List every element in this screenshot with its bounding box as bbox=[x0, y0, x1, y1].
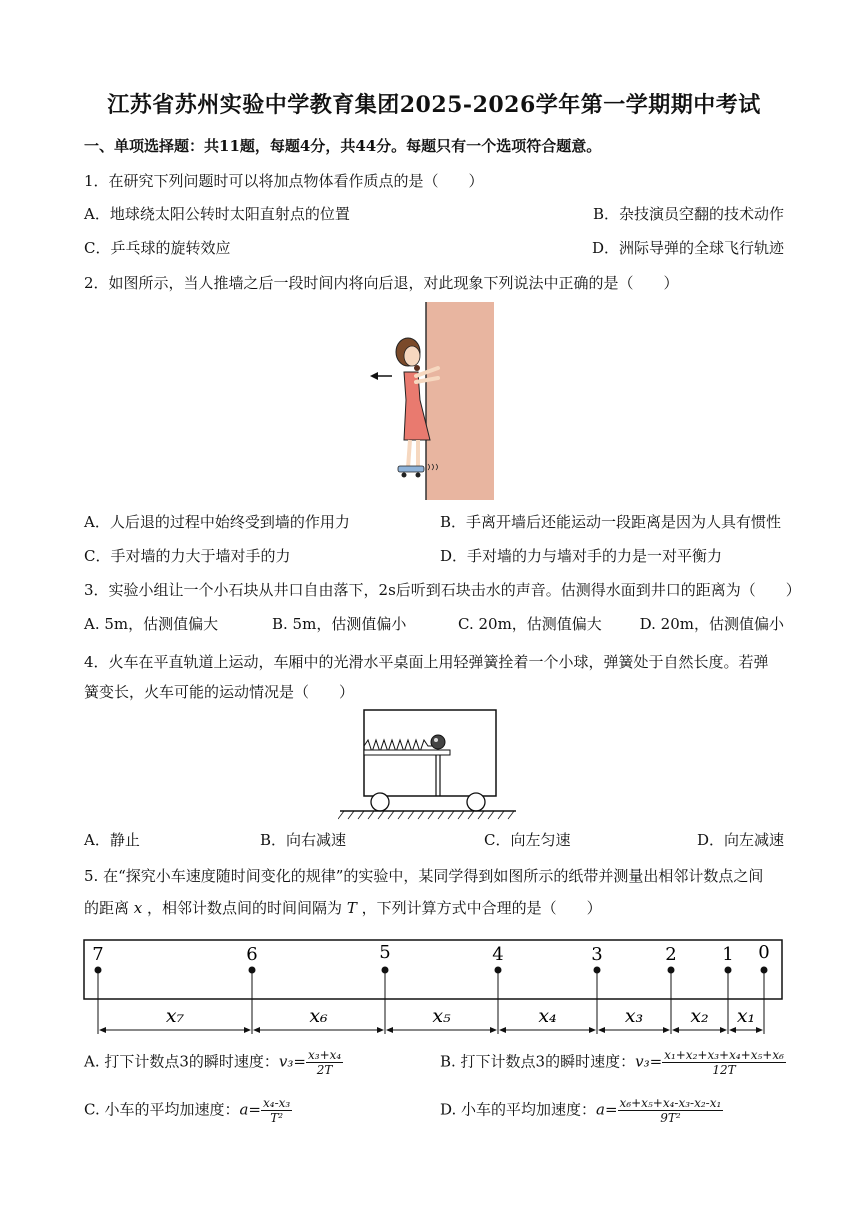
arrow-left-icon bbox=[598, 1027, 605, 1033]
q2-option-a: A．人后退的过程中始终受到墙的作用力 bbox=[84, 513, 350, 531]
arrow-left-icon bbox=[253, 1027, 260, 1033]
q5-text: ，相邻计数点间的时间间隔为 bbox=[147, 899, 343, 917]
q5-option-c bbox=[84, 1096, 292, 1125]
q5-option-a-lhs: v₃= bbox=[278, 1052, 306, 1071]
q2-wall-figure bbox=[360, 300, 500, 505]
tape-segments bbox=[99, 1005, 763, 1033]
q5-option-c-fraction bbox=[261, 1096, 292, 1125]
ball-highlight bbox=[434, 738, 438, 742]
arrow-left-icon bbox=[99, 1027, 106, 1033]
arrow-right-icon bbox=[756, 1027, 763, 1033]
q5-var-t: T bbox=[346, 899, 357, 917]
segment-label: x₁ bbox=[736, 1005, 756, 1027]
q5-var-x: x bbox=[133, 899, 143, 917]
q5-stem-line2 bbox=[84, 898, 602, 918]
q4-train-figure bbox=[338, 706, 518, 820]
ground-hatch bbox=[338, 811, 514, 819]
arrow-right-icon bbox=[663, 1027, 670, 1033]
tape-point-label: 6 bbox=[246, 944, 258, 965]
skate-wheel-icon bbox=[416, 473, 421, 478]
q2-option-b: B．手离开墙后还能运动一段距离是因为人具有惯性 bbox=[440, 513, 782, 531]
arrow-right-icon bbox=[589, 1027, 596, 1033]
q5-stem-line1: 5. 在“探究小车速度随时间变化的规律”的实验中，某同学得到如图所示的纸带并测量出相邻计数点之间 bbox=[84, 867, 764, 885]
fraction-numerator: x₁+x₂+x₃+x₄+x₅+x₆ bbox=[664, 1048, 784, 1062]
fraction-denominator: 9T² bbox=[660, 1111, 681, 1125]
tape-point-label: 4 bbox=[492, 944, 504, 965]
segment-label: x₇ bbox=[165, 1005, 185, 1027]
ball bbox=[431, 735, 445, 749]
arrow-right-icon bbox=[720, 1027, 727, 1033]
q5-option-a-fraction bbox=[306, 1048, 343, 1077]
segment-label: x₅ bbox=[432, 1005, 451, 1027]
skate-wheel-icon bbox=[402, 473, 407, 478]
q5-option-b-lhs: v₃= bbox=[635, 1052, 663, 1071]
table-top bbox=[364, 750, 450, 755]
q5-option-d bbox=[440, 1096, 723, 1125]
tape-strip bbox=[84, 940, 782, 999]
hair-bun bbox=[414, 365, 420, 371]
fraction-numerator: x₃+x₄ bbox=[307, 1048, 342, 1062]
q1-stem: 1．在研究下列问题时可以将加点物体看作质点的是（ ） bbox=[84, 172, 484, 190]
arrow-left-icon bbox=[386, 1027, 393, 1033]
q1-option-c: C．乒乓球的旋转效应 bbox=[84, 239, 231, 257]
arrow-left-icon bbox=[672, 1027, 679, 1033]
q3-option-a: A. 5m，估测值偏大 bbox=[84, 615, 219, 633]
tape-point-label: 2 bbox=[665, 944, 677, 965]
q2-stem: 2．如图所示，当人推墙之后一段时间内将向后退，对此现象下列说法中正确的是（ ） bbox=[84, 274, 679, 292]
q1-option-b: B．杂技演员空翻的技术动作 bbox=[592, 205, 784, 223]
tape-point-label: 5 bbox=[379, 942, 391, 963]
q5-paper-tape bbox=[80, 936, 786, 1040]
q3-option-c: C. 20m，估测值偏大 bbox=[458, 615, 602, 633]
arrow-left-icon bbox=[729, 1027, 736, 1033]
q5-text: ，下列计算方式中合理的是（ ） bbox=[361, 899, 602, 917]
arrow-head-icon bbox=[370, 372, 378, 380]
fraction-numerator: x₄-x₃ bbox=[263, 1096, 291, 1110]
q3-option-b: B. 5m，估测值偏小 bbox=[272, 615, 407, 633]
q4-option-d: D．向左减速 bbox=[696, 831, 784, 849]
exam-title: 江苏省苏州实验中学教育集团2025-2026学年第一学期期中考试 bbox=[107, 92, 761, 118]
q1-option-a: A．地球绕太阳公转时太阳直射点的位置 bbox=[84, 205, 350, 223]
q2-option-c: C．手对墙的力大于墙对手的力 bbox=[84, 547, 291, 565]
q4-stem-line1: 4．火车在平直轨道上运动，车厢中的光滑水平桌面上用轻弹簧拴着一个小球，弹簧处于自然长度。若弹 bbox=[84, 653, 769, 671]
wheel-icon bbox=[467, 793, 485, 811]
q5-option-b bbox=[440, 1048, 786, 1077]
q4-option-c: C．向左匀速 bbox=[484, 831, 571, 849]
segment-label: x₄ bbox=[538, 1005, 557, 1027]
leg-left bbox=[408, 440, 410, 468]
face bbox=[404, 346, 420, 366]
tape-point-label: 1 bbox=[722, 944, 734, 965]
q4-stem-line2: 簧变长，火车可能的运动情况是（ ） bbox=[84, 683, 355, 701]
q5-option-d-fraction bbox=[618, 1096, 724, 1125]
tape-point-label: 7 bbox=[92, 944, 104, 965]
wall bbox=[426, 302, 494, 500]
q5-option-b-fraction bbox=[662, 1048, 786, 1077]
q4-option-b: B．向右减速 bbox=[260, 831, 347, 849]
wheel-icon bbox=[371, 793, 389, 811]
q3-stem: 3．实验小组让一个小石块从井口自由落下，2s后听到石块击水的声音。估测得水面到井口的距离为（ ） bbox=[84, 581, 801, 599]
fraction-denominator: 12T bbox=[712, 1063, 736, 1077]
q5-text: 的距离 bbox=[84, 899, 130, 917]
fraction-denominator: T² bbox=[270, 1111, 284, 1125]
arrow-right-icon bbox=[377, 1027, 384, 1033]
q1-option-d: D．洲际导弹的全球飞行轨迹 bbox=[591, 239, 784, 257]
segment-label: x₆ bbox=[309, 1005, 328, 1027]
q5-option-c-lhs: a= bbox=[239, 1100, 261, 1119]
arrow-right-icon bbox=[244, 1027, 251, 1033]
q5-option-d-lhs: a= bbox=[596, 1100, 618, 1119]
q5-option-b-text: B. 打下计数点3的瞬时速度： bbox=[440, 1052, 636, 1071]
q4-option-a: A．静止 bbox=[84, 831, 140, 849]
q5-option-a-text: A. 打下计数点3的瞬时速度： bbox=[84, 1052, 279, 1071]
q5-option-a bbox=[84, 1048, 343, 1077]
q2-option-d: D．手对墙的力与墙对手的力是一对平衡力 bbox=[440, 547, 723, 565]
arrow-right-icon bbox=[490, 1027, 497, 1033]
fraction-denominator: 2T bbox=[316, 1063, 333, 1077]
segment-label: x₃ bbox=[624, 1005, 644, 1027]
tape-point-label: 0 bbox=[758, 942, 770, 963]
arrow-left-icon bbox=[499, 1027, 506, 1033]
q5-option-c-text: C. 小车的平均加速度： bbox=[84, 1100, 240, 1119]
segment-label: x₂ bbox=[690, 1005, 709, 1027]
tape-point-label: 3 bbox=[591, 944, 603, 965]
fraction-numerator: x₆+x₅+x₄-x₃-x₂-x₁ bbox=[619, 1096, 722, 1110]
section-heading: 一、单项选择题：共11题，每题4分，共44分。每题只有一个选项符合题意。 bbox=[84, 137, 602, 155]
q5-option-d-text: D. 小车的平均加速度： bbox=[440, 1100, 597, 1119]
q3-option-d: D. 20m，估测值偏小 bbox=[639, 615, 784, 633]
skate bbox=[398, 466, 424, 472]
